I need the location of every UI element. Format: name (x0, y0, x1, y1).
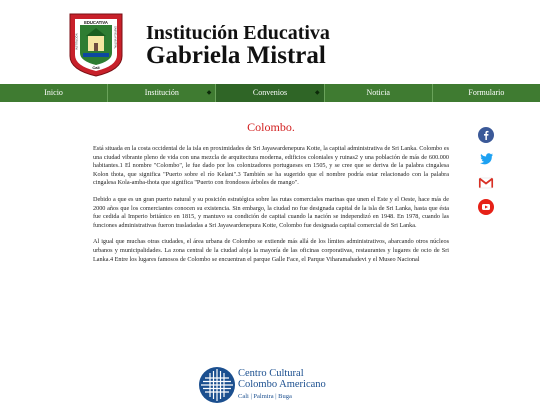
main-nav (0, 84, 540, 102)
article-paragraph: Al igual que muchas otras ciudades, el área urbana de Colombo se extiende más allá de los límites administrativos, abarcando otros núcleos urbanos y municipalidades. La zona central de la ciudad aloja la mayoría de las oficinas corporativas, restaurantes y lugares de ocio de Sri Lanka.4 Entre los lugares famosos de Colombo se encuentran el parque Galle Face, el Parque Viharamahadevi y el Museo Nacional (93, 238, 449, 263)
site-header (0, 0, 540, 84)
article-content (93, 120, 449, 272)
twitter-icon[interactable] (478, 151, 494, 167)
sponsor-cities: Cali | Palmira | Buga (238, 393, 292, 400)
nav-item-label: Formulario (468, 88, 505, 97)
article-paragraph: Está situada en la costa occidental de la isla en proximidades de Sri Jayawardenepura Kotte, la capital administrativa de Sri Lanka. Colombo es una ciudad vibrante pleno de vida con una mezcla de arquitectura moderna, edificios coloniales y ruinas2 y una población de más de 600.000 habitantes.1 El nombre "Colombo", le fue dado por los colonizadores portugueses en 1505, y se cree que se deriva de la palabra cingalesa Kolon thota, que significa "Puerto sobre el río Kelani".3 También se ha sugerido que el nombre podría estar relacionado con la palabra cingalesa Kola-amba-thota que significa "Puerto con frondosos árboles de mango". (93, 145, 449, 187)
dropdown-caret-icon: ◆ (206, 90, 212, 96)
sponsor-line1: Centro Cultural (238, 368, 304, 379)
page-title: Colombo. (247, 120, 295, 134)
nav-item-noticia[interactable] (325, 84, 433, 102)
youtube-icon[interactable] (478, 199, 494, 215)
shield-text-left: INSTITUCIÓN (75, 33, 79, 50)
shield-text-top: EDUCATIVA (84, 20, 108, 25)
nav-item-convenios[interactable] (216, 84, 324, 102)
nav-item-label: Convenios (252, 88, 288, 97)
nav-item-label: Inicio (44, 88, 63, 97)
facebook-icon[interactable] (478, 127, 494, 143)
colombo-americano-logo-icon (198, 366, 236, 404)
sponsor-text (238, 368, 326, 402)
gmail-icon[interactable] (478, 175, 494, 191)
sponsor-logo[interactable] (198, 366, 348, 405)
site-title-line1: Institución Educativa (146, 22, 330, 44)
site-title-line2: Gabriela Mistral (146, 42, 326, 69)
nav-item-institucion[interactable] (108, 84, 216, 102)
nav-item-label: Institución (144, 88, 179, 97)
shield-text-bottom: Cali (92, 65, 100, 70)
shield-text-right: GABRIELA MISTRAL (113, 26, 117, 49)
social-links (478, 127, 496, 223)
sponsor-line2: Colombo Americano (238, 379, 326, 390)
nav-item-label: Noticia (366, 88, 390, 97)
nav-item-formulario[interactable] (433, 84, 540, 102)
article-paragraph: Debido a que es un gran puerto natural y su posición estratégica sobre las rutas comerciales marinas que unen el Este y el Oeste, hace más de 2000 años que los comerciantes conocen su existencia. Sin embargo, la ciudad no fue designada capital de la isla de Sri Lanka, hasta que ésta fue cedida al Imperio británico en 1815, y mantuvo su condición de capital cuando la nación se independizó en 1948. En 1978, cuando las funciones administrativas fueron trasladadas a Sri Jayawardenepura Kotte, Colombo fue designada capital comercial de Sri Lanka. (93, 195, 449, 229)
nav-item-inicio[interactable] (0, 84, 108, 102)
dropdown-caret-icon: ◆ (314, 90, 320, 96)
school-shield-logo[interactable] (66, 12, 126, 78)
